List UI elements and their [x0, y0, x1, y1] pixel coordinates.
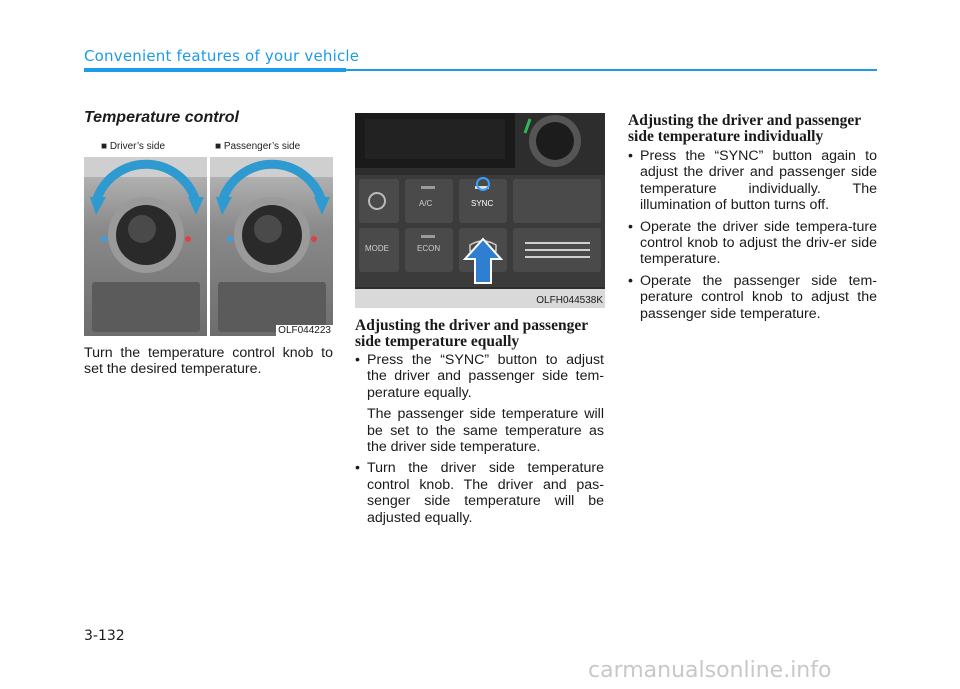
- list-item: [628, 273, 877, 322]
- header-rule-thin: [346, 69, 877, 71]
- knob-figure: [84, 138, 333, 336]
- list-item: [355, 352, 604, 455]
- passenger-side-caption: ■ Passenger’s side: [215, 141, 301, 152]
- page-number: 3-132: [84, 628, 125, 644]
- ac-button-label: A/C: [419, 199, 433, 208]
- equal-note: The passenger side temperature will be set to the same temperature as the driver side temperature.: [367, 406, 604, 456]
- header-title: Convenient features of your vehicle: [84, 47, 360, 65]
- equal-heading: Adjusting the driver and passenger side temperature equally: [355, 317, 588, 350]
- list-item-text: Press the “SYNC” button to adjust the driver and passenger side tem-perature equally.: [367, 352, 604, 401]
- list-item-text: Press the “SYNC” button again to adjust the driver and passenger side temperature individually. The illumination of button turns off.: [640, 148, 877, 214]
- list-item: [628, 219, 877, 268]
- intro-paragraph: Turn the temperature control knob to set the desired temperature.: [84, 345, 333, 378]
- figure-code: OLFH044538K: [536, 295, 603, 306]
- passenger-knob-panel: [210, 157, 333, 336]
- section-title: Temperature control: [84, 109, 239, 126]
- watermark: carmanualsonline.info: [588, 658, 832, 683]
- list-item-text: Operate the driver side tempera-ture control knob to adjust the driv-er side temperature.: [640, 218, 877, 268]
- list-item: [355, 460, 604, 526]
- driver-side-caption: ■ Driver’s side: [101, 141, 166, 152]
- individual-list: [628, 148, 877, 327]
- control-panel-figure: [355, 113, 605, 308]
- sync-button-label: SYNC: [471, 199, 494, 208]
- equal-list: [355, 352, 604, 531]
- list-item: [628, 148, 877, 214]
- list-item-text: Turn the driver side temperature control knob. The driver and pas-senger side temperature will be adjusted equally.: [367, 460, 604, 526]
- figure-code: OLF044223: [278, 325, 331, 336]
- header-rule-thick: [84, 68, 346, 72]
- driver-knob-panel: [84, 157, 207, 336]
- individual-heading: Adjusting the driver and passenger side temperature individually: [628, 112, 861, 145]
- list-item-text: Operate the passenger side tem-perature control knob to adjust the passenger side temperature.: [640, 272, 877, 322]
- mode-button-label: MODE: [365, 244, 389, 253]
- econ-button-label: ECON: [417, 244, 441, 253]
